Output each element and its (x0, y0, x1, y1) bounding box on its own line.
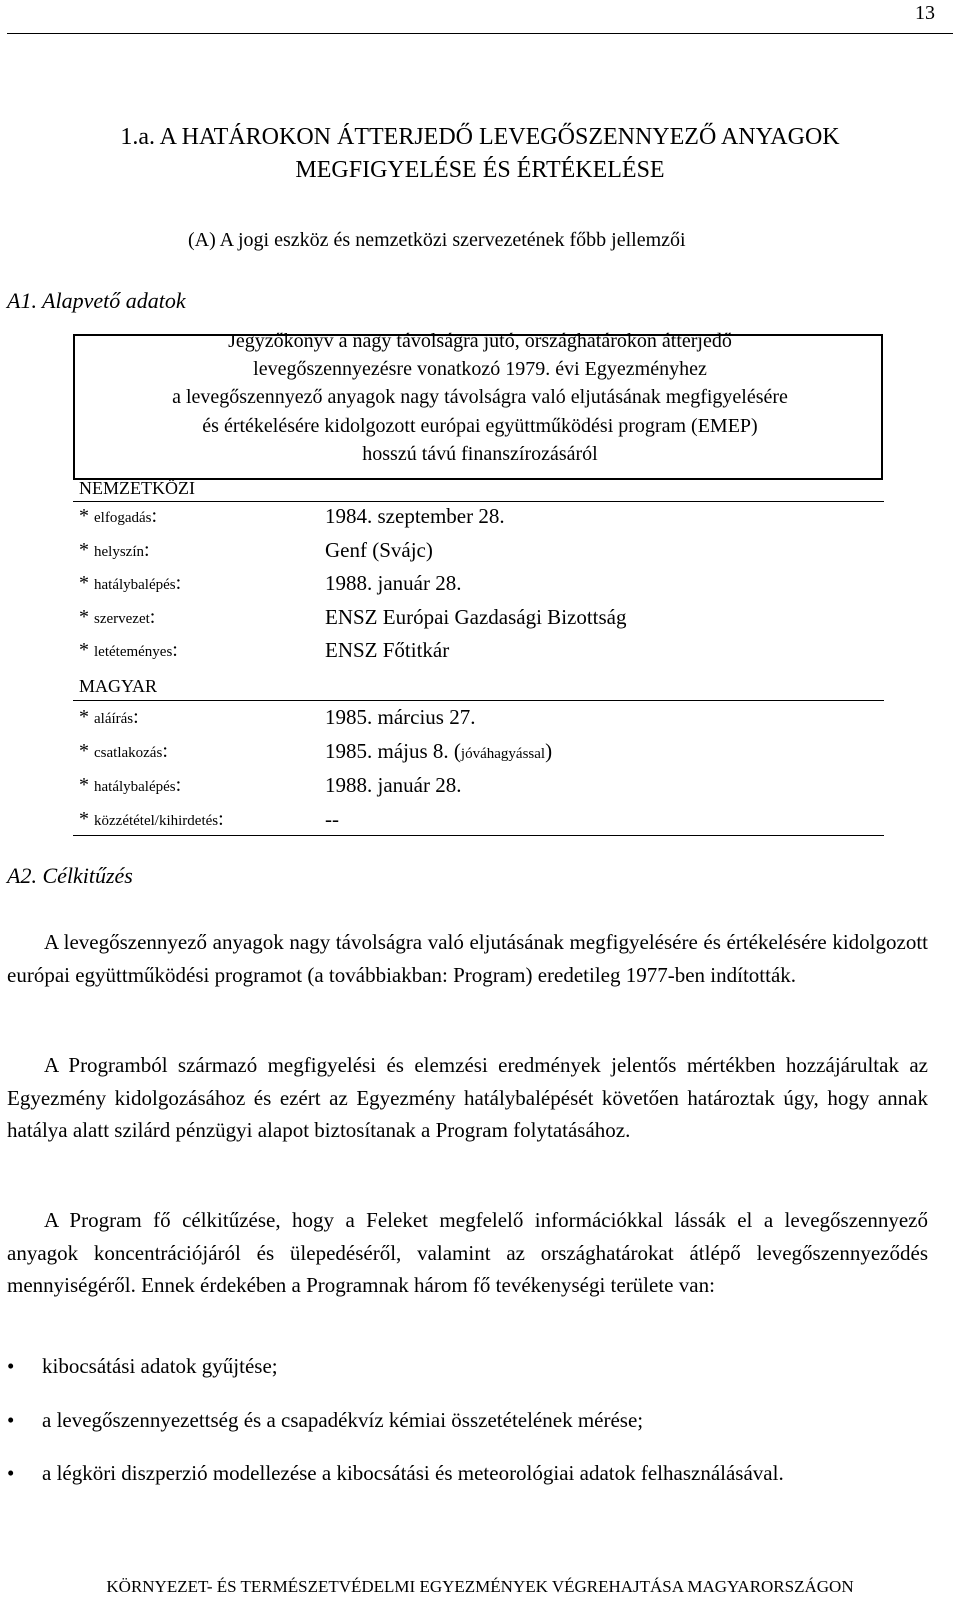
row-value-szervezet: ENSZ Európai Gazdasági Bizottság (325, 605, 627, 629)
row-value-csatlakozas: 1985. május 8. (jóváhagyással) (325, 739, 553, 763)
row-label-kozzetetel: * közzététel/kihirdetés: (79, 808, 224, 830)
row-label-helyszin: * helyszín: (79, 539, 150, 561)
magyar-rule (73, 700, 884, 701)
header-rule (7, 33, 953, 34)
row-label-elfogadas: * elfogadás: (79, 505, 158, 527)
paragraph-2: A Programból származó megfigyelési és elemzési eredmények jelentős mértékben hozzájárultak az Egyezmény kidolgozásához és ezért az Egyezmény hatálybalépését követően határoztak úgy, hogy annak hatálya alatt szilárd pénzügyi alapot biztosítanak a Program folytatásához. (7, 1053, 928, 1142)
row-label-hatalybalepes-hu: * hatálybalépés: (79, 774, 182, 796)
bullet-1-text: kibocsátási adatok gyűjtése; (42, 1354, 278, 1378)
nemzetkozi-heading: NEMZETKÖZI (79, 478, 195, 498)
bullet-3-text: a légköri diszperzió modellezése a kibocsátási és meteorológiai adatok felhasználásával. (42, 1461, 784, 1485)
box-line-5: hosszú távú finanszírozásáról (362, 443, 598, 465)
row-label-letetemenyes: * letéteményes: (79, 639, 178, 661)
row-value-elfogadas: 1984. szeptember 28. (325, 504, 505, 528)
nemzetkozi-rule (73, 501, 884, 502)
csatlakozas-date: 1985. május 8. (325, 739, 449, 763)
bullet-2-text: a levegőszennyezettség és a csapadékvíz kémiai összetételének mérése; (42, 1408, 644, 1432)
box-line-1: Jegyzőkönyv a nagy távolságra jutó, országhatárokon átterjedő (228, 330, 732, 352)
row-label-hatalybalepes-int: * hatálybalépés: (79, 572, 182, 594)
box-line-3: a levegőszennyező anyagok nagy távolságra való eljutásának megfigyelésére (172, 386, 788, 408)
row-value-hatalybalepes-int: 1988. január 28. (325, 571, 462, 595)
row-value-alairas: 1985. március 27. (325, 705, 476, 729)
row-label-alairas: * aláírás: (79, 706, 139, 728)
subtitle: (A) A jogi eszköz és nemzetközi szervezetének főbb jellemzői (188, 229, 686, 251)
row-value-kozzetetel: -- (325, 807, 339, 831)
title-line-1: 1.a. A HATÁROKON ÁTTERJEDŐ LEVEGŐSZENNYEZŐ ANYAGOK (120, 124, 840, 150)
row-label-csatlakozas: * csatlakozás: (79, 740, 168, 762)
title-line-2: MEGFIGYELÉSE ÉS ÉRTÉKELÉSE (295, 157, 665, 183)
csatlakozas-note: jóváhagyással (460, 746, 546, 762)
bullet-2-marker: • (7, 1408, 15, 1432)
row-value-helyszin: Genf (Svájc) (325, 538, 433, 562)
paragraph-1: A levegőszennyező anyagok nagy távolságra való eljutásának megfigyelésére és értékelésére kidolgozott európai együttműködési programot (a továbbiakban: Program) eredetileg 1977-ben indították. (7, 930, 928, 987)
row-label-szervezet: * szervezet: (79, 606, 156, 628)
box-line-4: és értékelésére kidolgozott európai együttműködési program (EMEP) (202, 415, 758, 437)
magyar-bottom-rule (73, 835, 884, 836)
page-number: 13 (915, 2, 935, 24)
section-a2-heading: A2. Célkitűzés (7, 863, 133, 888)
bullet-3-marker: • (7, 1461, 15, 1485)
page-footer: KÖRNYEZET- ÉS TERMÉSZETVÉDELMI EGYEZMÉNYEK VÉGREHAJTÁSA MAGYARORSZÁGON (106, 1577, 854, 1596)
paragraph-3: A Program fő célkitűzése, hogy a Feleket megfelelő információkkal lássák el a levegőszennyező anyagok koncentrációjáról és ülepedéséről, valamint az országhatárokat átlépő levegőszennyeződés mennyiségéről. Ennek érdekében a Programnak három fő tevékenységi területe van: (7, 1208, 928, 1297)
bullet-1-marker: • (7, 1354, 15, 1378)
row-value-hatalybalepes-hu: 1988. január 28. (325, 773, 462, 797)
section-a1-heading: A1. Alapvető adatok (7, 288, 186, 313)
box-line-2: levegőszennyezésre vonatkozó 1979. évi Egyezményhez (253, 358, 707, 380)
magyar-heading: MAGYAR (79, 676, 158, 696)
row-value-letetemenyes: ENSZ Főtitkár (325, 638, 450, 662)
